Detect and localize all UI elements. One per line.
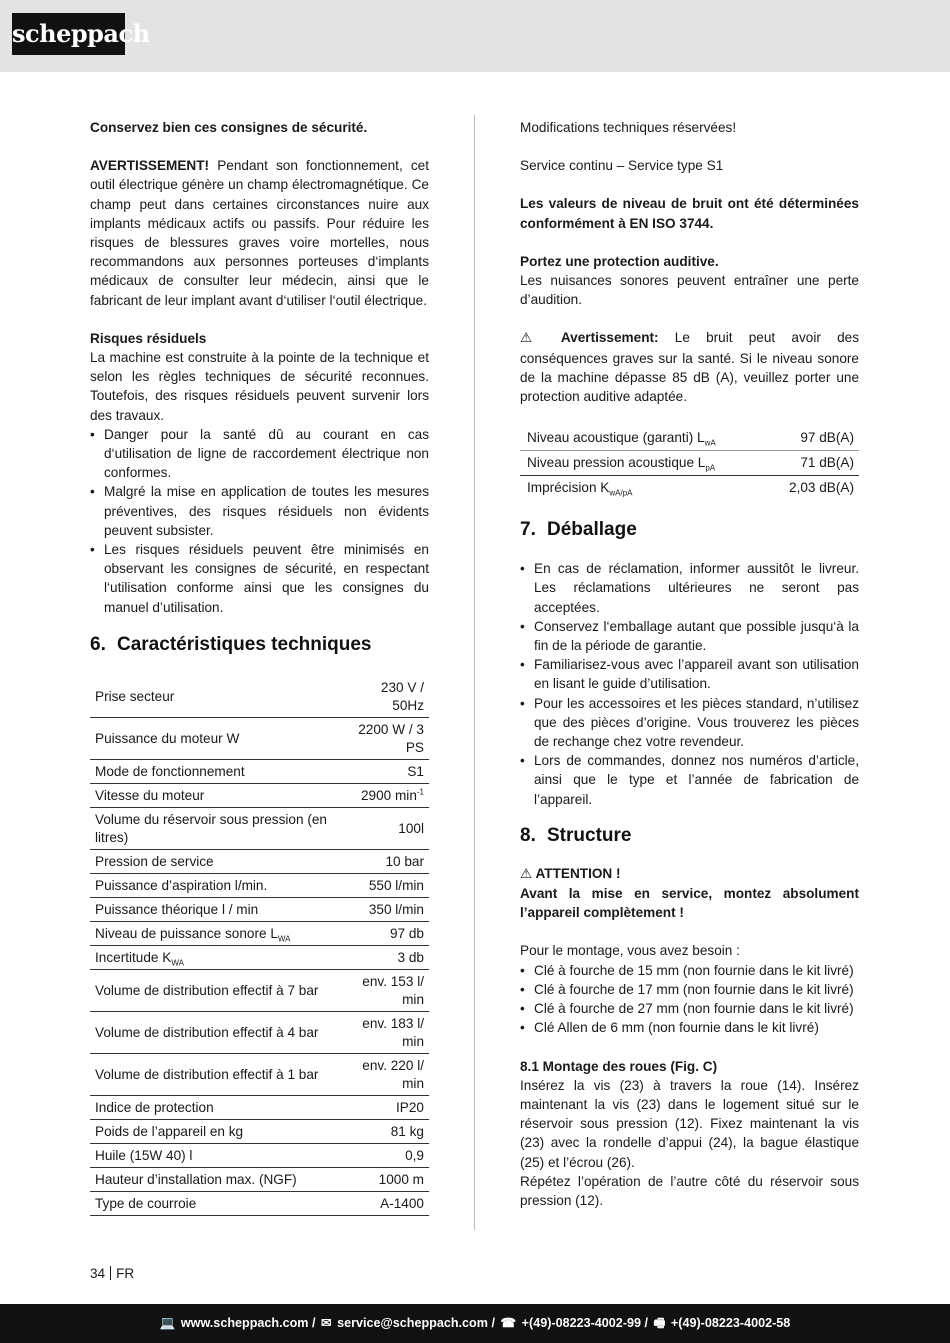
spec-label: Puissance d’aspiration l/min. [90, 873, 341, 897]
spec-label: Puissance du moteur W [90, 717, 341, 759]
table-row [90, 676, 429, 718]
list-item: • Malgré la mise en application de toutes les mesures préventives, des risques résiduels non évidents peuvent subsister. [90, 482, 429, 540]
spec-value: 230 V / 50Hz [341, 676, 429, 718]
left-column [90, 118, 429, 1216]
spec-value: 81 kg [341, 1119, 429, 1143]
wheels-text-1: Insérez la vis (23) à travers la roue (14). Insérez maintenant la vis (23) dans le logement situé sur le réservoir sous pression (12). Fixez maintenant la vis (23) avec la rondelle d’appui (24), la bague élastique (25) et l’écrou (26). [520, 1077, 859, 1170]
spec-value: 97 db [341, 921, 429, 945]
table-row [90, 873, 429, 897]
spec-value: 0,9 [341, 1143, 429, 1167]
noise-warning-label: Avertissement: [560, 330, 659, 346]
noise-label: Niveau pression acoustique $L_{pA}$ [520, 451, 767, 476]
website-link[interactable]: www.scheppach.com / [180, 1316, 316, 1330]
phone-icon: ☎ [500, 1316, 517, 1330]
warning-triangle-icon: ⚠ [520, 330, 545, 347]
spec-label: Prise secteur [90, 676, 341, 718]
column-divider [474, 115, 475, 1230]
spec-value: IP20 [341, 1095, 429, 1119]
spec-label: Poids de l’appareil en kg [90, 1119, 341, 1143]
spec-value: 350 l/min [341, 897, 429, 921]
table-row [90, 969, 429, 1011]
list-item: • Danger pour la santé dû au courant en cas d‘utilisation de ligne de raccordement électrique non conformes. [90, 425, 429, 483]
warning-text: Pendant son fonctionnement, cet outil électrique génère un champ électromagnétique. Ce champ peut dans certaines circonstances nuire aux implants médicaux actifs ou passifs. Pour réduire les risques de blessures graves voire mortelles, nous recommandons aux personnes porteuses d‘implants médicaux de consulter leur médecin, ainsi que le fabricant de leur implant avant d‘utiliser l‘outil électrique. [90, 158, 429, 308]
table-row [90, 1143, 429, 1167]
table-row [90, 1167, 429, 1191]
noise-warning-text: Le bruit peut avoir des conséquences graves sur la santé. Si le niveau sonore de la machine dépasse 85 dB (A), veuillez porter une protection auditive adaptée. [520, 330, 860, 405]
list-item: • Familiarisez-vous avec l’appareil avant son utilisation en lisant le guide d’utilisation. [520, 655, 859, 693]
page-header [0, 0, 950, 72]
spec-label: Volume de distribution effectif à 4 bar [90, 1011, 341, 1053]
table-row [90, 897, 429, 921]
table-row [90, 1053, 429, 1095]
mail-icon: ✉ [321, 1316, 332, 1330]
table-row [90, 1119, 429, 1143]
spec-value: 100l [341, 807, 429, 849]
table-row [520, 476, 859, 501]
wheels-text-2: Répétez l’opération de l’autre côté du réservoir sous pression (12). [520, 1173, 859, 1208]
table-row [90, 783, 429, 807]
spec-label: Volume de distribution effectif à 7 bar [90, 969, 341, 1011]
table-row [90, 807, 429, 849]
spec-value: 1000 m [341, 1167, 429, 1191]
spec-label: Pression de service [90, 849, 341, 873]
noise-value: 97 dB(A) [767, 426, 859, 451]
email-link[interactable]: service@scheppach.com / [337, 1316, 495, 1330]
fax-icon: 🖷 [653, 1316, 666, 1330]
warning-triangle-icon: ⚠ [520, 865, 533, 882]
right-column [520, 118, 859, 1210]
spec-value: env. 153 l/ min [341, 969, 429, 1011]
list-item: • Clé à fourche de 27 mm (non fournie dans le kit livré) [520, 999, 859, 1018]
spec-value: S1 [341, 759, 429, 783]
list-item: • Conservez l‘emballage autant que possible jusqu‘à la fin de la période de garantie. [520, 617, 859, 655]
table-row [520, 451, 859, 476]
spec-value: 2200 W / 3 PS [341, 717, 429, 759]
page-number: 34 FR [90, 1266, 135, 1281]
computer-icon: 💻 [159, 1316, 176, 1330]
spec-label: Incertitude $K_{WA}$ [90, 945, 341, 969]
noise-value: 2,03 dB(A) [789, 480, 854, 496]
section-7-heading: 7. Déballage [520, 519, 637, 541]
spec-value: A-1400 [341, 1191, 429, 1215]
spec-label: Type de courroie [90, 1191, 341, 1215]
emf-warning [90, 156, 429, 310]
table-row [90, 1095, 429, 1119]
list-item: • Lors de commandes, donnez nos numéros d’article, ainsi que le type et l’année de fabrication de l’appareil. [520, 751, 859, 809]
wheels-title: 8.1 Montage des roues (Fig. C) [520, 1058, 718, 1074]
list-item: • En cas de réclamation, informer aussitôt le livreur. Les réclamations ultérieures ne seront pas acceptées. [520, 559, 859, 617]
spec-label: Niveau de puissance sonore $L_{WA}$ [90, 921, 341, 945]
tools-list [520, 961, 859, 1038]
brand-logo: scheppach [12, 13, 125, 55]
spec-label: Hauteur d’installation max. (NGF) [90, 1167, 341, 1191]
table-row [90, 921, 429, 945]
table-row [90, 1191, 429, 1215]
residual-risks-text: La machine est construite à la pointe de la technique et selon les règles techniques de sécurité reconnues. Toutefois, des risques résiduels peuvent survenir lors des travaux. [90, 350, 429, 423]
list-item: • Pour les accessoires et les pièces standard, n’utilisez que des pièces d’origine. Vous trouverez les pièces de rechange chez votre revendeur. [520, 694, 859, 752]
noise-values-note: Les valeurs de niveau de bruit ont été déterminées conformément à EN ISO 3744. [520, 196, 859, 231]
attention-text: Avant la mise en service, montez absolument l’appareil complètement ! [520, 886, 859, 921]
phone-number: +(49)-08223-4002-99 / [521, 1316, 649, 1330]
unpacking-list [520, 559, 859, 809]
spec-value: 550 l/min [341, 873, 429, 897]
spec-label: Huile (15W 40) l [90, 1143, 341, 1167]
noise-label: Niveau acoustique (garanti) $L_{wA}$ [520, 426, 767, 451]
fax-number: +(49)-08223-4002-58 [670, 1316, 791, 1330]
residual-risks-title: Risques résiduels [90, 330, 207, 346]
warning-label: AVERTISSEMENT! [90, 158, 210, 174]
tools-intro: Pour le montage, vous avez besoin : [520, 943, 740, 959]
section-6-heading: 6. Caractéristiques techniques [90, 633, 372, 655]
spec-label: Mode de fonctionnement [90, 759, 341, 783]
noise-table [520, 426, 859, 500]
table-row [90, 945, 429, 969]
residual-risks-list [90, 425, 429, 617]
table-row [90, 717, 429, 759]
hearing-protection-title: Portez une protection auditive. [520, 253, 719, 269]
spec-value: env. 183 l/ min [341, 1011, 429, 1053]
spec-label: Vitesse du moteur [90, 783, 341, 807]
noise-warning [520, 328, 859, 406]
section-8-heading: 8. Structure [520, 824, 632, 846]
table-row [90, 1011, 429, 1053]
spec-value: 3 db [341, 945, 429, 969]
page-footer [0, 1304, 950, 1343]
table-row [90, 759, 429, 783]
spec-value: 10 bar [341, 849, 429, 873]
spec-value: env. 220 l/ min [341, 1053, 429, 1095]
spec-label: Puissance théorique l / min [90, 897, 341, 921]
keep-instructions: Conservez bien ces consignes de sécurité. [90, 120, 368, 135]
modifications-note: Modifications techniques réservées! [520, 120, 737, 135]
specs-table [90, 676, 429, 1216]
table-row [520, 426, 859, 451]
spec-label: Volume du réservoir sous pression (en litres) [90, 807, 341, 849]
hearing-protection-text: Les nuisances sonores peuvent entraîner une perte d’audition. [520, 273, 859, 308]
noise-label: Imprécision $K_{wA/pA}$ [527, 480, 633, 498]
list-item: • Les risques résiduels peuvent être minimisés en observant les consignes de sécurité, en respectant l‘utilisation conforme ainsi que les consignes du manuel d’utilisation. [90, 540, 429, 617]
table-row [90, 849, 429, 873]
attention-label: ⚠ ATTENTION ! [520, 865, 621, 882]
service-type: Service continu – Service type S1 [520, 158, 724, 174]
list-item: • Clé à fourche de 17 mm (non fournie dans le kit livré) [520, 980, 859, 999]
list-item: • Clé à fourche de 15 mm (non fournie dans le kit livré) [520, 961, 859, 980]
spec-label: Volume de distribution effectif à 1 bar [90, 1053, 341, 1095]
spec-label: Indice de protection [90, 1095, 341, 1119]
spec-value: 2900 $\min^{-1}$ [341, 783, 429, 807]
noise-value: 71 dB(A) [767, 451, 859, 476]
list-item: • Clé Allen de 6 mm (non fournie dans le kit livré) [520, 1018, 859, 1037]
